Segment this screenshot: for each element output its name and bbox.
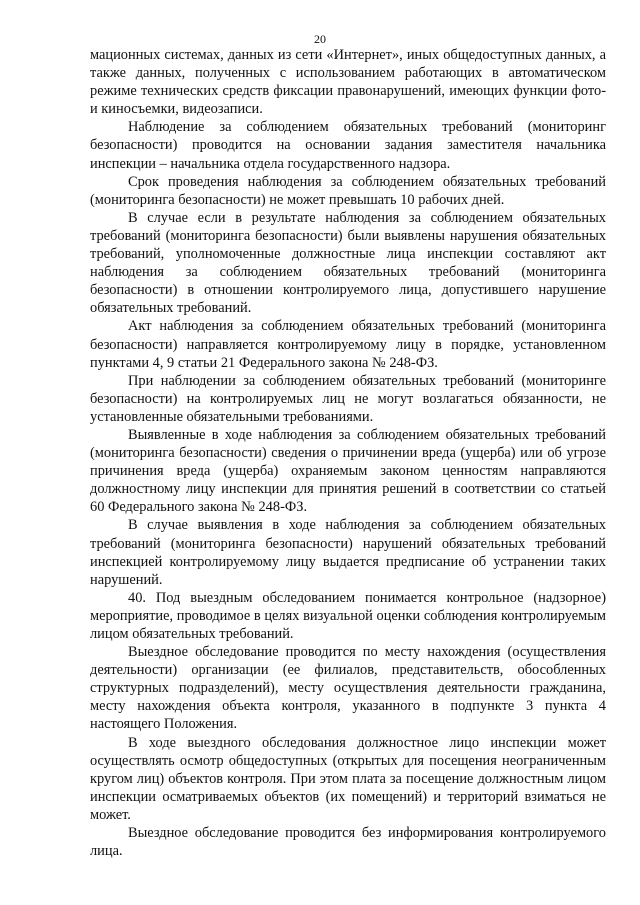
paragraph-item-40: 40. Под выездным обследованием понимается контрольное (надзорное) мероприятие, проводимое в целях визуальной оценки соблюдения контролируемым лицом обязательных требований.: [90, 589, 606, 642]
paragraph-inspection-location: Выездное обследование проводится по месту нахождения (осуществления деятельности) организации (ее филиалов, представительств, обособленных структурных подразделений), месту осуществления деятельности гражданина, месту нахождения объекта контроля, указанного в подпункте 3 пункта 4 настоящего Положения.: [90, 644, 606, 733]
paragraph-harm-information: Выявленные в ходе наблюдения за соблюдением обязательных требований (мониторинга безопасности) сведения о причинении вреда (ущерба) или об угрозе причинения вреда (ущерба) охраняемым законом ценностям направляются должностному лицу инспекции для принятия решений в соответствии со статьей 60 Федерального закона № 248-ФЗ.: [90, 426, 606, 516]
paragraph-inspection-inspection: В ходе выездного обследования должностное лицо инспекции может осуществлять осмотр общедоступных (открытых для посещения неограниченным кругом лиц) объектов контроля. При этом плата за посещение должностным лицом инспекции осматриваемых объектов (их помещений) и территорий взиматься не может.: [90, 734, 606, 823]
paragraph-no-obligations: При наблюдении за соблюдением обязательных требований (мониторинге безопасности) на контролируемых лиц не могут возлагаться обязанности, не установленные обязательными требованиями.: [90, 372, 606, 425]
document-body: [90, 46, 606, 860]
paragraph-prescription: В случае выявления в ходе наблюдения за соблюдением обязательных требований (мониторинга безопасности) нарушений обязательных требований инспекцией контролируемому лицу выдается предписание об устранении таких нарушений.: [90, 517, 606, 588]
paragraph-monitoring-duration: Срок проведения наблюдения за соблюдением обязательных требований (мониторинга безопасности) не может превышать 10 рабочих дней.: [90, 173, 606, 208]
paragraph-monitoring-basis: Наблюдение за соблюдением обязательных требований (мониторинг безопасности) проводится на основании задания заместителя начальника инспекции – начальника отдела государственного надзора.: [90, 119, 606, 172]
paragraph-act-delivery: Акт наблюдения за соблюдением обязательных требований (мониторинга безопасности) направляется контролируемому лицу в порядке, установленном пунктами 4, 9 статьи 21 Федерального закона № 248-ФЗ.: [90, 318, 606, 371]
paragraph-continuation: мационных системах, данных из сети «Интернет», иных общедоступных данных, а также данных, полученных с использованием работающих в автоматическом режиме технических средств фиксации правонарушений, имеющих функции фото- и киносъемки, видеозаписи.: [90, 47, 606, 118]
page-number: 20: [314, 32, 326, 46]
paragraph-no-notification: Выездное обследование проводится без информирования контролируемого лица.: [90, 825, 606, 860]
paragraph-violation-act: В случае если в результате наблюдения за соблюдением обязательных требований (мониторинга безопасности) были выявлены нарушения обязательных требований, уполномоченные должностные лица инспекции составляют акт наблюдения за соблюдением обязательных требований (мониторинга безопасности) в отношении контролируемого лица, допустившего нарушение обязательных требований.: [90, 209, 606, 317]
